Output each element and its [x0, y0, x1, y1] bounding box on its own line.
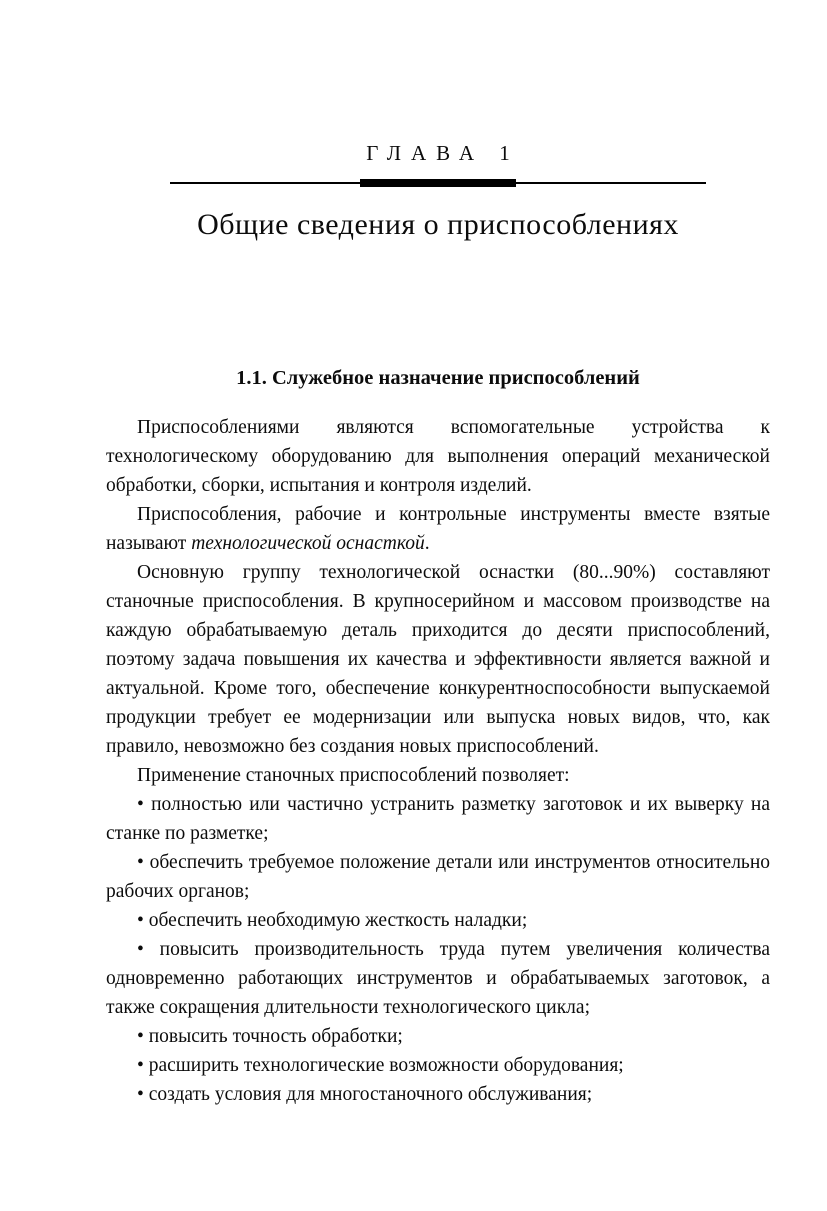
bullet-item	[106, 1080, 770, 1109]
bullet-icon: •	[137, 794, 144, 815]
bullet-item-text: обеспечить необходимую жесткость наладки;	[148, 910, 528, 931]
bullet-icon: •	[137, 1055, 144, 1076]
bullet-item	[106, 1051, 770, 1080]
bullet-item-text: повысить точность обработки;	[148, 1026, 403, 1047]
body-text	[106, 413, 770, 1109]
paragraph-2-italic-term: технологической оснасткой	[191, 533, 425, 554]
bullet-item	[106, 935, 770, 1022]
bullet-item	[106, 848, 770, 906]
bullet-icon: •	[137, 910, 144, 931]
bullet-icon: •	[137, 852, 144, 873]
paragraph-4-text: Применение станочных приспособлений позволяет:	[137, 765, 570, 786]
bullet-item-text: расширить технологические возможности оборудования;	[148, 1055, 624, 1076]
bullet-item-text: повысить производительность труда путем увеличения количества одновременно работающих инструментов и обрабатываемых заготовок, а также сокращения длительности технологического цикла;	[106, 939, 770, 1018]
paragraph-4	[106, 761, 770, 790]
bullet-item-text: полностью или частично устранить разметку заготовок и их выверку на станке по разметке;	[106, 794, 771, 844]
paragraph-1	[106, 413, 770, 500]
paragraph-1-text: Приспособлениями являются вспомогательные устройства к технологическому оборудованию для выполнения операций механической обработки, сборки, испытания и контроля изделий.	[106, 417, 770, 496]
bullet-icon: •	[137, 1026, 144, 1047]
rule-thick-bar	[360, 179, 516, 187]
bullet-item	[106, 1022, 770, 1051]
bullet-icon: •	[137, 939, 144, 960]
chapter-label: ГЛАВА 1	[366, 141, 520, 165]
paragraph-3	[106, 558, 770, 761]
bullet-icon: •	[137, 1084, 144, 1105]
chapter-title: Общие сведения о приспособлениях	[197, 208, 679, 241]
chapter-rule	[170, 179, 706, 187]
bullet-item	[106, 790, 770, 848]
bullet-item-text: обеспечить требуемое положение детали или инструментов относительно рабочих органов;	[106, 852, 771, 902]
bullet-item-text: создать условия для многостаночного обслуживания;	[148, 1084, 593, 1105]
section-heading: 1.1. Служебное назначение приспособлений	[236, 367, 640, 389]
paragraph-2	[106, 500, 770, 558]
paragraph-3-text: Основную группу технологической оснастки (80...90%) составляют станочные приспособления. В крупносерийном и массовом производстве на каждую обрабатываемую деталь приходится до десяти приспособлений, поэтому задача повышения их качества и эффективности является важной и актуальной. Кроме того, обеспечение конкурентноспособности выпускаемой продукции требует ее модернизации или выпуска новых видов, что, как правило, невозможно без создания новых приспособлений.	[106, 562, 770, 757]
paragraph-2-text: Приспособления, рабочие и контрольные инструменты вместе взятые называют	[106, 504, 770, 554]
paragraph-2-period: .	[424, 533, 430, 554]
bullet-item	[106, 906, 770, 935]
